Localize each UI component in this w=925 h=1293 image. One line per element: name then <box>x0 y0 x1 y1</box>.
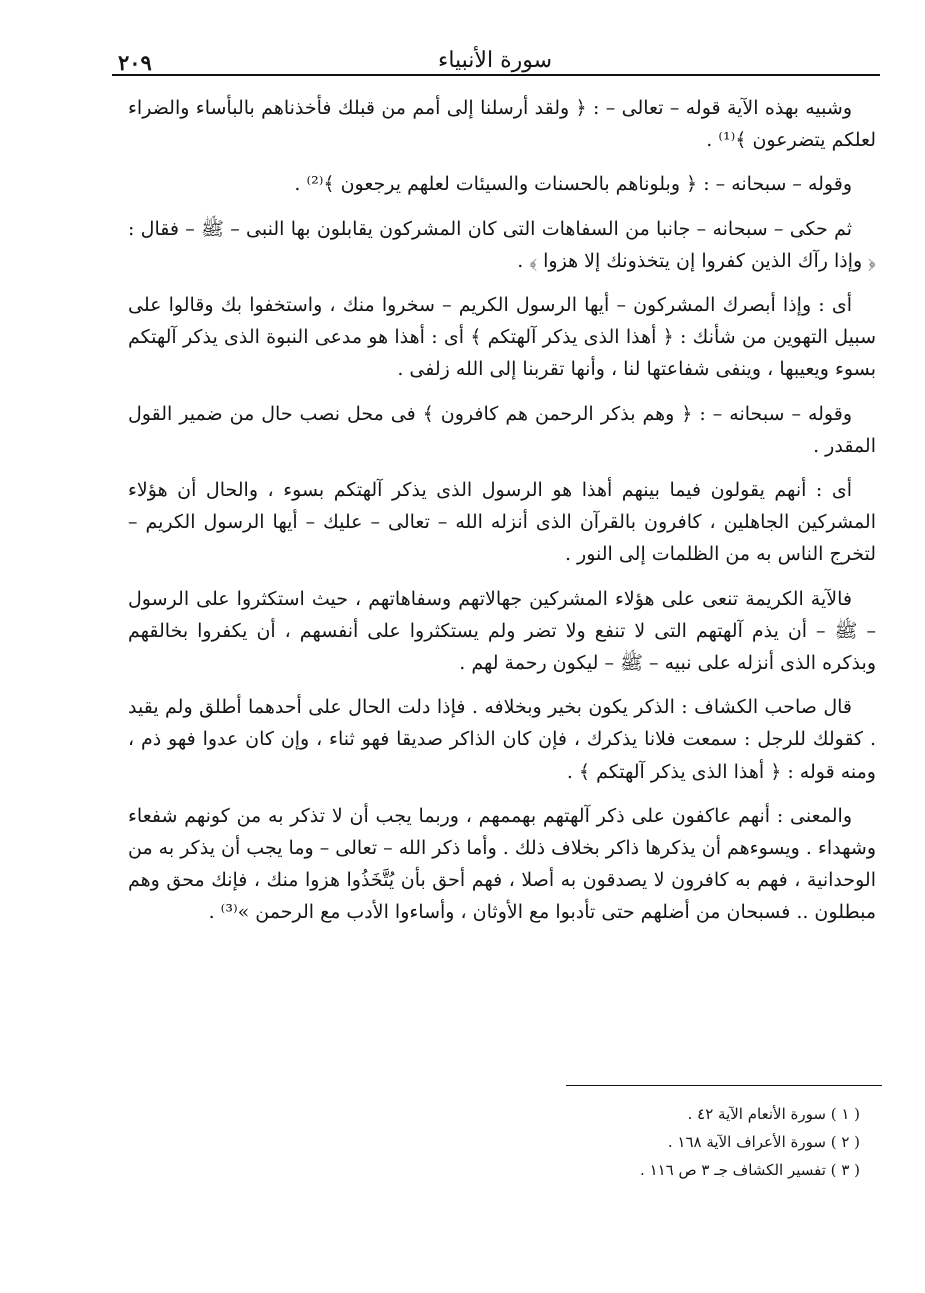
page-number: ٢٠٩ <box>118 50 152 75</box>
paragraph: وقوله – سبحانه – : ﴿ وهم بذكر الرحمن هم كافرون ﴾ فى محل نصب حال من ضمير القول المقدر . <box>128 402 876 457</box>
header-rule <box>112 74 880 76</box>
paragraph: وشبيه بهذه الآية قوله – تعالى – : ﴿ ولقد أرسلنا إلى أمم من قبلك فأخذناهم بالبأساء والضراء لعلكم يتضرعون ﴾⁽¹⁾ . <box>128 97 876 152</box>
paragraph: والمعنى : أنهم عاكفون على ذكر آلهتهم بهممهم ، وربما يجب أن لا تذكر به من كونهم شفعاء وشهداء . ويسوءهم أن يذكرها ذاكر بخلاف ذلك . وأما ذكر الله – تعالى – وما يجب أن يذكر به من الوحدانية ، فهم به كافرون لا يصدقون به أصلا ، فهم أحق بأن يُتَّخَذُوا هزوا منك ، فإنك محق وهم مبطلون .. فسبحان من أضلهم حتى تأدبوا مع الأوثان ، وأساءوا الأدب مع الرحمن »⁽³⁾ . <box>128 804 876 924</box>
footnote: ( ١ ) سورة الأنعام الآية ٤٢ . <box>687 1105 860 1123</box>
paragraph: فالآية الكريمة تنعى على هؤلاء المشركين جهالاتهم وسفاهاتهم ، حيث استكثروا على الرسول – ﷺ – أن يذم آلهتهم التى لا تنفع ولا تضر ولم يستكثروا على أنفسهم ، أن يكفروا بخالقهم وبذكره الذى أنزله على نبيه – ﷺ – ليكون رحمة لهم . <box>128 587 876 675</box>
chapter-title: سورة الأنبياء <box>437 48 553 73</box>
paragraph: قال صاحب الكشاف : الذكر يكون بخير وبخلافه . فإذا دلت الحال على أحدهما أطلق ولم يقيد . كقولك للرجل : سمعت فلانا يذكرك ، فإن كان الذاكر صديقا فهو ثناء ، وإن كان عدوا فهو ذم ، ومنه قوله : ﴿ أهذا الذى يذكر آلهتكم ﴾ . <box>128 696 876 783</box>
footnote: ( ٢ ) سورة الأعراف الآية ١٦٨ . <box>667 1133 860 1151</box>
paragraph: وقوله – سبحانه – : ﴿ وبلوناهم بالحسنات والسيئات لعلهم يرجعون ﴾⁽²⁾ . <box>294 173 852 196</box>
footnote-rule <box>566 1085 882 1086</box>
paragraph: أى : أنهم يقولون فيما بينهم أهذا هو الرسول الذى يذكر آلهتكم بسوء ، والحال أن هؤلاء المشركين الجاهلين ، كافرون بالقرآن الذى أنزله الله – تعالى – عليك – أيها الرسول الكريم – لتخرج الناس به من الظلمات إلى النور . <box>128 479 876 566</box>
footnotes <box>400 1100 860 1184</box>
body-text <box>128 92 876 941</box>
paragraph: أى : وإذا أبصرك المشركون – أيها الرسول الكريم – سخروا منك ، واستخفوا بك وقالوا على سبيل التهوين من شأنك : ﴿ أهذا الذى يذكر آلهتكم ﴾ أى : أهذا هو مدعى النبوة الذى يذكر آلهتكم بسوء ويعيبها ، وينفى شفاعتها لنا ، وأنها تقربنا إلى الله زلفى . <box>128 294 876 381</box>
footnote: ( ٣ ) تفسير الكشاف جـ ٣ ص ١١٦ . <box>640 1161 860 1179</box>
paragraph: ثم حكى – سبحانه – جانبا من السفاهات التى كان المشركون يقابلون بها النبى – ﷺ – فقال : ﴿ وإذا رآك الذين كفروا إن يتخذونك إلا هزوا ﴾ . <box>128 217 876 272</box>
